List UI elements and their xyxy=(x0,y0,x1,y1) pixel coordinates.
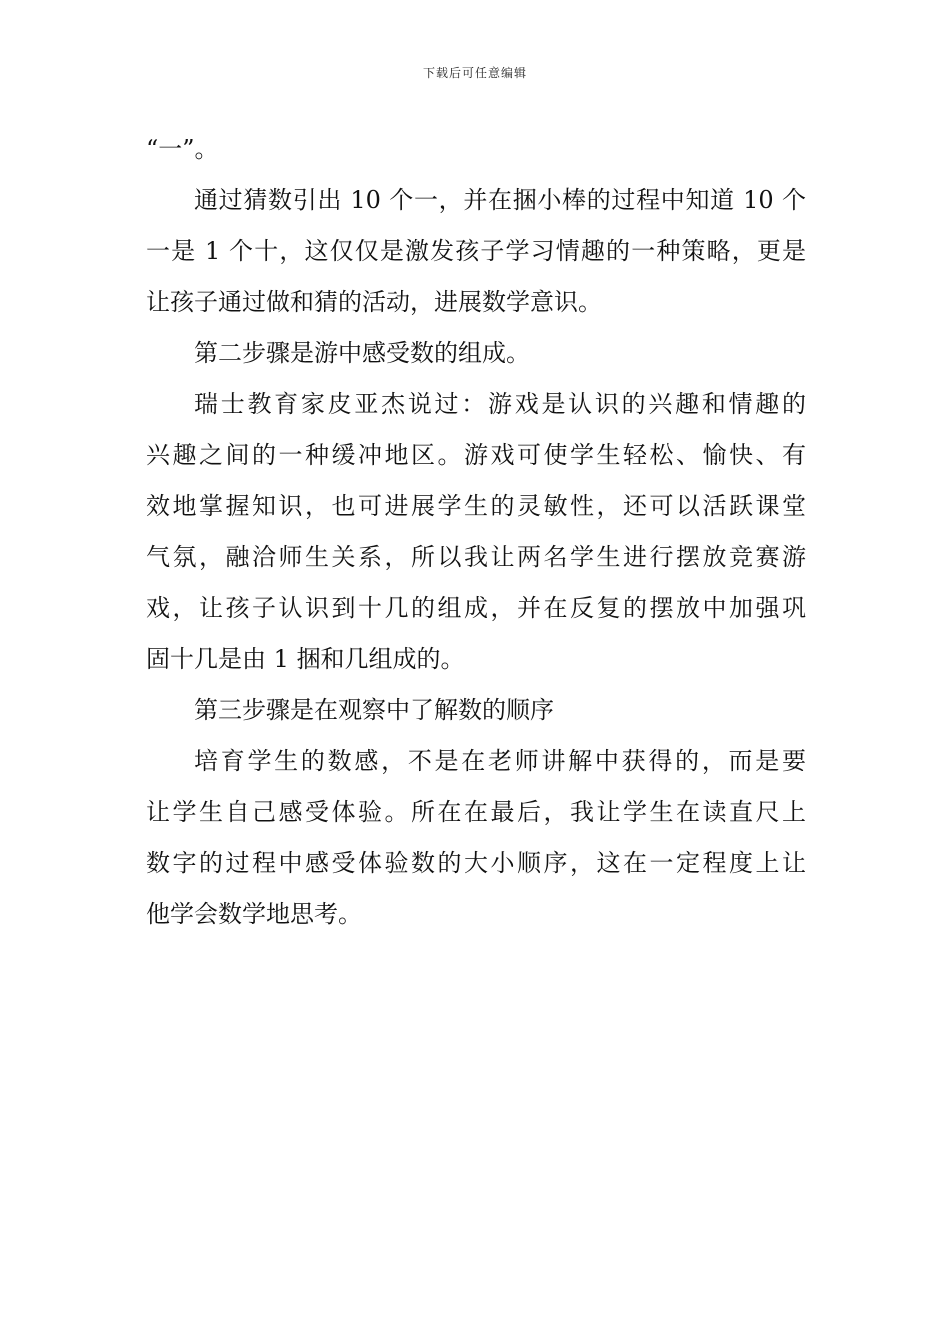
text-line: 让学生自己感受体验。所在在最后，我让学生在读直尺上 xyxy=(146,798,806,826)
text-line: 通过猜数引出 10 个一，并在捆小棒的过程中知道 10 个 xyxy=(194,186,806,214)
text-line: “一”。 xyxy=(146,135,219,163)
text-line: 气氛，融洽师生关系，所以我让两名学生进行摆放竞赛游 xyxy=(146,543,806,571)
text-line: 让孩子通过做和猜的活动，进展数学意识。 xyxy=(146,288,602,316)
text-line: 一是 1 个十，这仅仅是激发孩子学习情趣的一种策略，更是 xyxy=(146,237,806,265)
text-line: 第三步骤是在观察中了解数的顺序 xyxy=(194,696,554,724)
text-line: 兴趣之间的一种缓冲地区。游戏可使学生轻松、愉快、有 xyxy=(146,441,806,469)
text-line: 效地掌握知识，也可进展学生的灵敏性，还可以活跃课堂 xyxy=(146,492,806,520)
document-body xyxy=(146,124,806,940)
text-line: 数字的过程中感受体验数的大小顺序，这在一定程度上让 xyxy=(146,849,806,877)
text-line: 他学会数学地思考。 xyxy=(146,900,362,928)
text-line: 固十几是由 1 捆和几组成的。 xyxy=(146,645,465,673)
text-line: 戏，让孩子认识到十几的组成，并在反复的摆放中加强巩 xyxy=(146,594,806,622)
text-line: 培育学生的数感，不是在老师讲解中获得的，而是要 xyxy=(194,747,806,775)
page-header: 下载后可任意编辑 xyxy=(422,66,527,80)
text-line: 瑞士教育家皮亚杰说过：游戏是认识的兴趣和情趣的 xyxy=(194,390,806,418)
text-line: 第二步骤是游中感受数的组成。 xyxy=(194,339,530,367)
